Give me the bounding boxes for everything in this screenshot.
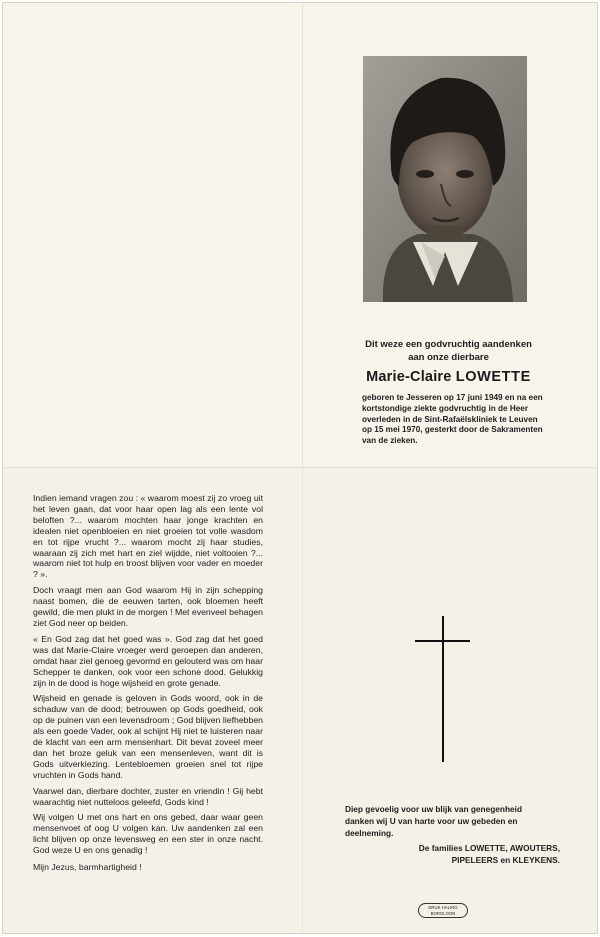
memorial-paragraph: Indien iemand vragen zou : « waarom moest zij zo vroeg uit het leven gaan, dat voor haar open lag als een lente vol beloften ?... waarom mochten haar jonge krachten en idealen niet openbloeien en niet groeien tot volle wasdom en tot rijpe vrucht ?... waarom mocht zij haar studies, waaraan zij zich met hart en ziel wijdde, niet voltooien ?... waarom niet tot hulp en troost blijven voor vader en moeder ? ». bbox=[33, 493, 263, 580]
biography-line: op 15 mei 1970, gesterkt door de Sakramenten bbox=[362, 425, 543, 435]
deceased-name bbox=[300, 369, 597, 385]
closing-prayer: Mijn Jezus, barmhartigheid ! bbox=[33, 862, 142, 873]
portrait-photo bbox=[363, 56, 527, 302]
first-name: Marie-Claire bbox=[366, 369, 452, 385]
biography-line: geboren te Jesseren op 17 juni 1949 en na een bbox=[362, 393, 543, 402]
surname: LOWETTE bbox=[455, 369, 531, 385]
portrait-image bbox=[363, 56, 527, 302]
biography-line: kortstondige ziekte godvruchtig in de Heer bbox=[362, 403, 529, 413]
printer-city: BORGLOON bbox=[430, 911, 456, 916]
tribute-heading bbox=[300, 338, 597, 364]
thanks-note bbox=[345, 803, 560, 839]
biography-line: overleden in de Sint-Rafaëlskliniek te Leuven bbox=[362, 414, 538, 424]
memorial-paragraph: Vaarwel dan, dierbare dochter, zuster en vriendin ! Gij hebt waarachtig niet nutteloos geleefd, Gods kind ! bbox=[33, 785, 263, 807]
horizontal-fold-line bbox=[3, 467, 597, 469]
tribute-line-2: aan onze dierbare bbox=[408, 352, 489, 363]
printer-name: DRUK HALING bbox=[428, 905, 458, 910]
cross-icon-bar bbox=[415, 640, 470, 642]
memorial-text bbox=[33, 493, 263, 878]
families-signature bbox=[345, 842, 560, 866]
thanks-line-2: danken wij U van harte voor uw gebeden en bbox=[345, 816, 518, 826]
biography bbox=[362, 393, 564, 447]
memorial-paragraph: « En God zag dat het goed was ». God zag dat het goed was dat Marie-Claire vroeger werd geroepen dan anderen, omdat haar ziel genoeg gevormd en gelouterd was om haar Schepper te danken, ook voor een schone dood. Gelukkig zijn in de dood is hoge wijsheid en grote genade. bbox=[33, 633, 263, 688]
cross-icon bbox=[442, 616, 444, 762]
memorial-paragraph: Wij volgen U met ons hart en ons gebed, daar waar geen mensenvoet of oog U volgen kan. Uw aandenken zal een licht blijven op onze levensweg en een ster in onze nacht. God weze U en ons genadig ! bbox=[33, 812, 263, 856]
thanks-line-3: deelneming. bbox=[345, 828, 394, 838]
memorial-paragraph: Wijsheid en genade is geloven in Gods woord, ook in de schaduw van de dood; betrouwen op Gods goedheid, ook op de puinen van een levensdroom ; God blijven liefhebben als een goede Vader, ook al schijnt Hij niet te luisteren naar de klacht van een arm mensenhart. Dit bevat zoveel meer dan het broze geluk van een mensenleven, want dit is Gods uitverkiezing. Lentebloemen groeien snel tot rijpe vruchten in Gods hand. bbox=[33, 693, 263, 780]
thanks-line-1: Diep gevoelig voor uw blijk van genegenheid bbox=[345, 804, 523, 814]
families-line-1: De families LOWETTE, AWOUTERS, bbox=[418, 843, 560, 853]
printer-stamp bbox=[418, 903, 468, 918]
families-line-2: PIPELEERS en KLEYKENS. bbox=[451, 855, 560, 865]
biography-line: van de zieken. bbox=[362, 436, 418, 446]
memorial-paragraph: Doch vraagt men aan God waarom Hij in zijn schepping naast bomen, die de eeuwen tarten, ook bloemen heeft gewild, die men plukt in de morgen ! Met evenveel behagen ziet God neer op beiden. bbox=[33, 585, 263, 628]
tribute-line-1: Dit weze een godvruchtig aandenken bbox=[365, 339, 532, 350]
